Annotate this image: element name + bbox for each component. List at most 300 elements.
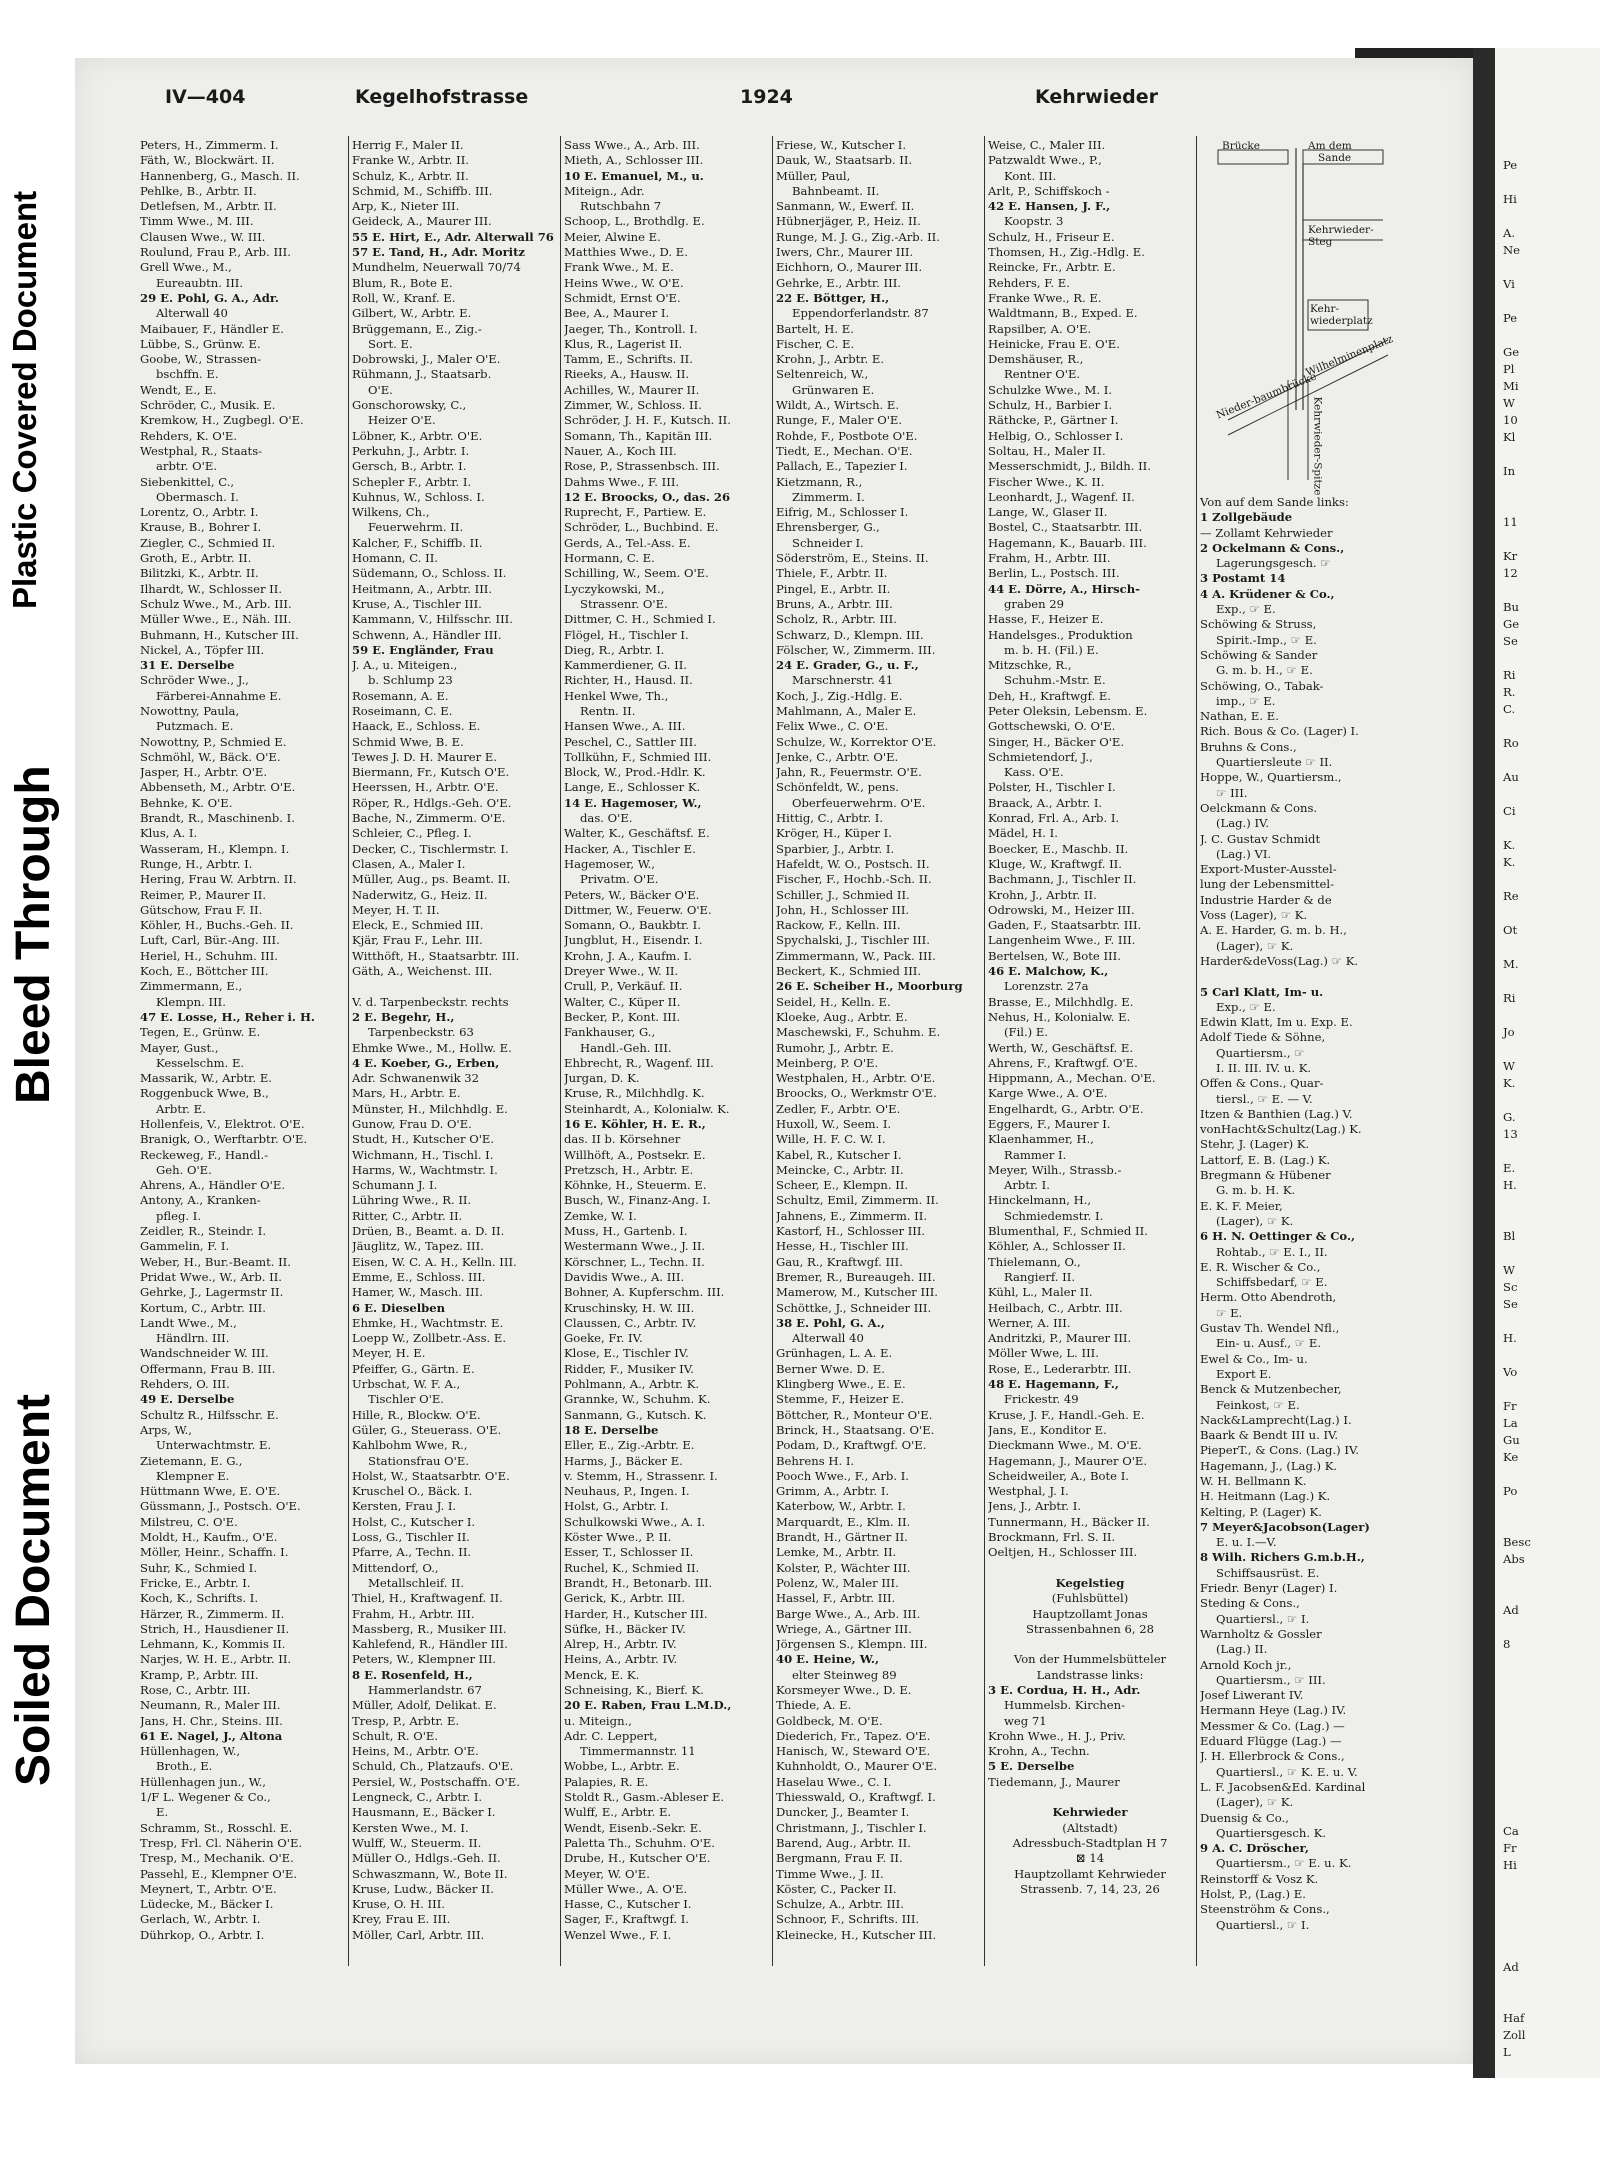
facing-page-fragment: W	[1503, 396, 1515, 410]
directory-entry: Sager, F., Kraftwgf. I.	[564, 1912, 689, 1927]
directory-entry: Schulz Wwe., M., Arb. III.	[140, 596, 292, 611]
directory-entry: Schuld, Ch., Platzaufs. O'E.	[352, 1759, 514, 1774]
directory-entry: E.	[156, 1805, 169, 1820]
directory-entry: Möller, Carl, Arbtr. III.	[352, 1927, 485, 1942]
directory-entry: Kluge, W., Kraftwgf. II.	[988, 856, 1122, 871]
directory-entry: Ein- u. Ausf., ☞ E.	[1216, 1336, 1322, 1351]
directory-entry: W. H. Bellmann K.	[1200, 1474, 1307, 1488]
directory-entry: Pfarre, A., Techn. II.	[352, 1545, 472, 1560]
directory-entry: Krey, Frau E. III.	[352, 1912, 451, 1927]
directory-entry: Brandt, R., Maschinenb. I.	[140, 811, 295, 826]
directory-entry: Nowottny, P., Schmied E.	[140, 734, 287, 749]
directory-entry: Kuhnus, W., Schloss. I.	[352, 489, 485, 504]
facing-page-fragment: Ro	[1503, 736, 1519, 750]
directory-entry: Duensig & Co.,	[1200, 1810, 1289, 1825]
directory-entry: Brinck, H., Staatsang. O'E.	[776, 1422, 935, 1437]
directory-entry: 2 E. Begehr, H.,	[352, 1009, 455, 1024]
directory-entry: Krause, B., Bohrer I.	[140, 520, 262, 535]
directory-entry: ☞ E.	[1216, 1305, 1243, 1320]
directory-entry: Eleck, E., Schmied III.	[352, 918, 484, 933]
directory-entry: 9 A. C. Dröscher,	[1200, 1841, 1309, 1856]
directory-entry: Alterwall 40	[792, 1331, 864, 1346]
facing-page-fragment: Bu	[1503, 600, 1519, 614]
directory-entry: Wenzel Wwe., F. I.	[564, 1927, 672, 1942]
directory-entry: Rieeks, A., Hausw. II.	[564, 367, 690, 382]
directory-entry: Fischer Wwe., K. II.	[988, 474, 1105, 489]
directory-entry: 1/F L. Wegener & Co.,	[140, 1790, 271, 1805]
facing-page-fragment	[1495, 1688, 1507, 1703]
facing-page-fragment	[1495, 940, 1507, 955]
directory-entry: Räthcke, P., Gärtner I.	[988, 413, 1119, 428]
directory-entry: Schulz, H., Barbier I.	[988, 398, 1113, 413]
facing-page-fragment	[1495, 872, 1507, 887]
directory-entry: Tiedt, E., Mechan. O'E.	[776, 443, 913, 458]
directory-entry: Pallach, E., Tapezier I.	[776, 459, 908, 474]
facing-page-fragment: 11	[1503, 515, 1518, 529]
directory-entry: J. A., u. Miteigen.,	[352, 658, 458, 673]
directory-entry: Jans, E., Konditor E.	[988, 1422, 1107, 1437]
directory-column-4	[776, 138, 980, 1943]
directory-entry: Kruschel O., Bäck. I.	[352, 1484, 473, 1499]
directory-entry: arbtr. O'E.	[156, 459, 218, 474]
directory-entry: G. m. b. H. K.	[1216, 1183, 1296, 1198]
directory-entry: Hippmann, A., Mechan. O'E.	[988, 1071, 1156, 1086]
directory-entry: Kersten, Frau J. I.	[352, 1499, 457, 1514]
facing-page-fragment	[1495, 481, 1507, 496]
directory-entry: Feuerwehrm. II.	[368, 520, 464, 535]
directory-entry: Schiffsausrüst. E.	[1216, 1565, 1320, 1580]
directory-entry: Homann, C. II.	[352, 551, 438, 566]
directory-entry: Export-Muster-Ausstel-	[1200, 862, 1337, 877]
directory-entry: H. Heitmann (Lag.) K.	[1200, 1489, 1331, 1504]
directory-entry: Röper, R., Hdlgs.-Geh. O'E.	[352, 795, 512, 810]
bleed-through-label: Bleed Through	[7, 765, 60, 1105]
directory-entry: Lühring Wwe., R. II.	[352, 1193, 472, 1208]
directory-entry: Quartiersm., ☞	[1216, 1045, 1305, 1060]
facing-page-fragment	[1495, 1943, 1507, 1958]
directory-entry: Meier, Alwine E.	[564, 229, 661, 244]
directory-entry: Arlt, P., Schiffskoch -	[988, 183, 1110, 198]
directory-entry: tiersl., ☞ E. — V.	[1216, 1091, 1313, 1106]
page-gutter	[1473, 48, 1495, 2078]
kehrwieder-listing	[1200, 495, 1410, 1933]
directory-entry: Hausmann, E., Bäcker I.	[352, 1805, 496, 1820]
directory-entry: Lange, E., Schlosser K.	[564, 780, 701, 795]
directory-entry: 38 E. Pohl, G. A.,	[776, 1315, 885, 1330]
facing-page-fragment: Vi	[1503, 277, 1515, 291]
directory-entry: Reimer, P., Maurer II.	[140, 887, 267, 902]
directory-entry: Müller O., Hdlgs.-Geh. II.	[352, 1851, 501, 1866]
directory-entry: Meyer, W. O'E.	[564, 1866, 650, 1881]
directory-entry: Metallschleif. II.	[368, 1575, 464, 1590]
directory-entry: Eichhorn, O., Maurer III.	[776, 260, 923, 275]
directory-entry: Clasen, A., Maler I.	[352, 856, 466, 871]
directory-entry: Adolf Tiede & Söhne,	[1200, 1030, 1326, 1045]
directory-entry: Hagemann, J., Maurer O'E.	[988, 1453, 1148, 1468]
facing-page-fragment	[1495, 1467, 1507, 1482]
directory-entry: Busch, W., Finanz-Ang. I.	[564, 1193, 711, 1208]
directory-entry: Jahnens, E., Zimmerm. II.	[776, 1208, 928, 1223]
directory-entry: Goldbeck, M. O'E.	[776, 1713, 883, 1728]
directory-entry	[1200, 969, 1410, 984]
directory-entry: Diederich, Fr., Tapez. O'E.	[776, 1728, 931, 1743]
directory-entry: Witthöft, H., Staatsarbtr. III.	[352, 948, 520, 963]
directory-entry: Korsmeyer Wwe., D. E.	[776, 1682, 912, 1697]
directory-entry: Körschner, L., Techn. II.	[564, 1254, 705, 1269]
directory-entry: Haselau Wwe., C. I.	[776, 1774, 892, 1789]
map-label-wilhelminenplatz: Wilhelminenplatz	[1304, 333, 1395, 379]
directory-entry: Esser, T., Schlosser II.	[564, 1545, 694, 1560]
directory-entry: Tresp, Frl. Cl. Näherin O'E.	[140, 1835, 303, 1850]
directory-entry: Kruschinsky, H. W. III.	[564, 1300, 695, 1315]
facing-page-fragment: Po	[1503, 1484, 1518, 1498]
directory-entry: Güssmann, J., Postsch. O'E.	[140, 1499, 301, 1514]
directory-entry: Schultz R., Hilfsschr. E.	[140, 1407, 279, 1422]
directory-entry: Köster Wwe., P. II.	[564, 1530, 672, 1545]
facing-page-fragment: Ge	[1503, 617, 1520, 631]
directory-entry: Schulze, W., Korrektor O'E.	[776, 734, 937, 749]
directory-entry: Brandt, H., Gärtner II.	[776, 1530, 908, 1545]
directory-entry: Kahlbohm Wwe, R.,	[352, 1438, 468, 1453]
directory-entry: Wille, H. F. C. W. I.	[776, 1132, 886, 1147]
directory-entry: Karge Wwe., A. O'E.	[988, 1086, 1108, 1101]
directory-entry: Schumann J. I.	[352, 1178, 438, 1193]
directory-entry: imp., ☞ E.	[1216, 693, 1276, 708]
directory-entry: Dittmer, W., Feuerw. O'E.	[564, 902, 712, 917]
facing-page-fragment: K.	[1503, 1076, 1516, 1090]
facing-page-fragment	[1495, 1926, 1507, 1941]
directory-entry: Nehus, H., Kolonialw. E.	[988, 1009, 1131, 1024]
directory-entry: Christmann, J., Tischler I.	[776, 1820, 927, 1835]
directory-entry: Eduard Flügge (Lag.) —	[1200, 1734, 1342, 1749]
facing-page-fragment: Hi	[1503, 1858, 1517, 1872]
directory-entry: Messerschmidt, J., Bildh. II.	[988, 459, 1151, 474]
directory-entry: (Lager), ☞ K.	[1216, 1213, 1294, 1228]
directory-entry: Wildt, A., Wirtsch. E.	[776, 398, 900, 413]
directory-entry: Münster, H., Milchhdlg. E.	[352, 1101, 508, 1116]
facing-page-fragment	[1495, 1195, 1507, 1210]
directory-entry: Loepp W., Zollbetr.-Ass. E.	[352, 1331, 507, 1346]
directory-entry: das. II b. Körsehner	[564, 1132, 681, 1147]
directory-entry: Holst, G., Arbtr. I.	[564, 1499, 669, 1514]
directory-entry: Lattorf, E. B. (Lag.) K.	[1200, 1152, 1331, 1167]
directory-entry: Pretzsch, H., Arbtr. E.	[564, 1162, 694, 1177]
directory-entry: Loss, G., Tischler II.	[352, 1530, 470, 1545]
directory-entry: Koch, J., Zig.-Hdlg. E.	[776, 688, 903, 703]
directory-entry: Klaenhammer, H.,	[988, 1132, 1094, 1147]
directory-entry: 8 Wilh. Richers G.m.b.H.,	[1200, 1550, 1365, 1565]
directory-entry: Dittmer, C. H., Schmied I.	[564, 612, 716, 627]
directory-entry: Gersch, B., Arbtr. I.	[352, 459, 467, 474]
facing-page-fragment: Sc	[1503, 1280, 1518, 1294]
directory-entry: Brockmann, Frl. S. II.	[988, 1530, 1116, 1545]
directory-entry: Frahm, H., Arbtr. III.	[988, 551, 1111, 566]
directory-entry: Händlrn. III.	[156, 1331, 230, 1346]
directory-entry	[352, 979, 556, 994]
directory-entry: Hoppe, W., Quartiersm.,	[1200, 770, 1342, 785]
directory-entry: weg 71	[1004, 1713, 1047, 1728]
directory-entry: Gustav Th. Wendel Nfl.,	[1200, 1321, 1340, 1336]
directory-entry: Suhr, K., Schmied I.	[140, 1560, 258, 1575]
directory-entry: Frank Wwe., M. E.	[564, 260, 674, 275]
directory-entry: Schmid, M., Schiffb. III.	[352, 183, 493, 198]
directory-entry: Harms, J., Bäcker E.	[564, 1453, 683, 1468]
directory-entry: Clausen Wwe., W. III.	[140, 229, 266, 244]
directory-entry: Bergmann, Frau F. II.	[776, 1851, 903, 1866]
map-label-kehrwiederplatz: Kehr-wiederplatz	[1310, 303, 1373, 327]
directory-entry: Behnke, K. O'E.	[140, 795, 233, 810]
directory-entry: Flögel, H., Tischler I.	[564, 627, 689, 642]
directory-entry: 40 E. Heine, W.,	[776, 1652, 879, 1667]
directory-entry: Lorenzstr. 27a	[1004, 979, 1089, 994]
directory-entry: Zimmermann, W., Pack. III.	[776, 948, 936, 963]
directory-entry: (Lager), ☞ K.	[1216, 1795, 1294, 1810]
directory-entry: Kruse, J. F., Handl.-Geh. E.	[988, 1407, 1145, 1422]
directory-entry: Strassenr. O'E.	[580, 596, 668, 611]
facing-page-fragment: Abs	[1503, 1552, 1525, 1566]
directory-entry: Müller, Adolf, Delikat. E.	[352, 1698, 497, 1713]
directory-entry: Schröder, J. H. F., Kutsch. II.	[564, 413, 731, 428]
directory-entry: Kehrwieder	[1052, 1805, 1128, 1820]
directory-entry: Tewes J. D. H. Maurer E.	[352, 749, 497, 764]
directory-entry: Schneising, K., Bierf. K.	[564, 1682, 704, 1697]
directory-entry: 6 H. N. Oettinger & Co.,	[1200, 1229, 1356, 1244]
directory-entry: elter Steinweg 89	[792, 1667, 897, 1682]
directory-entry: Persiel, W., Postschaffn. O'E.	[352, 1774, 520, 1789]
directory-entry: Zemke, W. I.	[564, 1208, 637, 1223]
directory-entry: Jaeger, Th., Kontroll. I.	[564, 321, 698, 336]
facing-page-fragment: Re	[1503, 889, 1519, 903]
facing-page-fragment	[1495, 1501, 1507, 1516]
directory-entry: Kruse, O. H. III.	[352, 1897, 445, 1912]
directory-entry: Kremkow, H., Zugbegl. O'E.	[140, 413, 304, 428]
directory-entry: Tollkühn, F., Schmied III.	[564, 749, 712, 764]
directory-entry: Hering, Frau W. Arbtrn. II.	[140, 872, 297, 887]
directory-entry: Haack, E., Schloss. E.	[352, 719, 481, 734]
facing-page	[1495, 48, 1600, 2078]
map-label-bruecke: Brücke	[1222, 140, 1260, 152]
directory-entry: Rohde, F., Postbote O'E.	[776, 428, 918, 443]
directory-entry: Krohn, J., Arbtr. II.	[988, 887, 1097, 902]
directory-entry: Schoop, L., Brothdlg. E.	[564, 214, 705, 229]
directory-entry: Industrie Harder & de	[1200, 892, 1332, 907]
directory-entry: Obermasch. I.	[156, 489, 239, 504]
directory-entry: E. K. F. Meier,	[1200, 1198, 1283, 1213]
directory-entry: Gerlach, W., Arbtr. I.	[140, 1912, 261, 1927]
directory-entry: Brandt, H., Betonarb. III.	[564, 1575, 713, 1590]
directory-entry: Süfke, H., Bäcker IV.	[564, 1621, 686, 1636]
directory-entry: Alrep, H., Arbtr. IV.	[564, 1637, 677, 1652]
directory-entry: Meyer, H. E.	[352, 1346, 426, 1361]
directory-entry: Meyer, H. T. II.	[352, 902, 440, 917]
directory-entry: Menck, E. K.	[564, 1667, 640, 1682]
facing-page-fragment: 13	[1503, 1127, 1518, 1141]
directory-entry: Eggers, F., Maurer I.	[988, 1117, 1111, 1131]
directory-entry: Heins Wwe., W. O'E.	[564, 275, 684, 290]
facing-page-fragment	[1495, 1994, 1507, 2009]
column-divider	[560, 136, 561, 1966]
facing-page-fragment: Jo	[1503, 1025, 1515, 1039]
directory-entry: 26 E. Scheiber H., Moorburg	[776, 979, 963, 994]
directory-entry: Runge, M. J. G., Zig.-Arb. II.	[776, 229, 940, 244]
directory-entry: Drüen, B., Beamt. a. D. II.	[352, 1224, 505, 1239]
page-number: IV—404	[165, 86, 246, 108]
directory-entry: Peters, W., Klempner III.	[352, 1652, 497, 1667]
directory-entry: Köhler, A., Schlosser II.	[988, 1239, 1126, 1254]
directory-entry: Färberei-Annahme E.	[156, 688, 282, 703]
directory-entry: Bachmann, J., Tischler II.	[988, 872, 1137, 887]
directory-entry: Groth, E., Arbtr. II.	[140, 551, 252, 566]
directory-entry: Rackow, F., Kelln. III.	[776, 918, 901, 933]
directory-entry: Sass Wwe., A., Arb. III.	[564, 138, 700, 152]
facing-page-fragment	[1495, 1807, 1507, 1822]
facing-page-fragment: G.	[1503, 1110, 1516, 1124]
directory-entry: Kahlefend, R., Händler III.	[352, 1637, 508, 1652]
directory-entry: Privatm. O'E.	[580, 872, 659, 887]
directory-entry: 8 E. Rosenfeld, H.,	[352, 1667, 473, 1682]
facing-page-fragment: W	[1503, 1263, 1515, 1277]
directory-entry: bschffn. E.	[156, 367, 219, 382]
directory-entry: Wobbe, L., Arbtr. E.	[564, 1759, 680, 1774]
directory-entry: Tresp, P., Arbtr. E.	[352, 1713, 460, 1728]
directory-column-2	[352, 138, 556, 1943]
directory-entry: L. F. Jacobsen&Ed. Kardinal	[1200, 1779, 1366, 1794]
directory-entry: Gehrke, J., Lagermstr II.	[140, 1285, 284, 1300]
directory-entry: Klempn. III.	[156, 994, 226, 1009]
directory-entry: Goeke, Fr. IV.	[564, 1331, 643, 1346]
facing-page-fragment: La	[1503, 1416, 1518, 1430]
directory-entry: Kruse, A., Tischler III.	[352, 596, 482, 611]
directory-entry: Möller, Heinr., Schaffn. I.	[140, 1545, 289, 1560]
directory-entry: Rehders, K. O'E.	[140, 428, 238, 443]
directory-entry: Roll, W., Kranf. E.	[352, 290, 456, 305]
directory-entry: Mamerow, M., Kutscher III.	[776, 1285, 938, 1300]
directory-entry: PieperT., & Cons. (Lag.) IV.	[1200, 1443, 1359, 1458]
directory-entry: 42 E. Hansen, J. F.,	[988, 199, 1111, 214]
directory-entry: Maschewski, F., Schuhm. E.	[776, 1025, 941, 1040]
directory-entry: Biermann, Fr., Kutsch O'E.	[352, 765, 510, 780]
directory-entry: Rühmann, J., Staatsarb.	[352, 367, 492, 382]
directory-entry: Kegelstieg	[1055, 1575, 1125, 1590]
directory-entry: Hacker, A., Tischler E.	[564, 841, 696, 856]
directory-entry: Westphal, J. I.	[988, 1484, 1069, 1499]
directory-entry: Pingel, E., Arbtr. II.	[776, 581, 891, 596]
directory-entry: Eppendorferlandstr. 87	[792, 306, 929, 321]
directory-entry: m. b. H. (Fil.) E.	[1004, 642, 1099, 657]
directory-entry: Bartelt, H. E.	[776, 321, 854, 336]
directory-entry: u. Miteign.,	[564, 1713, 632, 1728]
facing-page-fragment: 12	[1503, 566, 1518, 580]
facing-page-fragment: R.	[1503, 685, 1516, 699]
facing-page-fragment: Besc	[1503, 1535, 1531, 1549]
directory-entry: Adr. C. Leppert,	[564, 1728, 658, 1743]
directory-entry: Polenz, W., Maler III.	[776, 1575, 899, 1590]
directory-entry: Ehbrecht, R., Wagenf. III.	[564, 1055, 714, 1070]
directory-entry: Zimmer, W., Schloss. II.	[564, 398, 702, 413]
facing-page-fragment	[1495, 1382, 1507, 1397]
directory-entry: 12 E. Broocks, O., das. 26	[564, 489, 731, 504]
facing-page-fragment	[1495, 260, 1507, 275]
directory-entry: Adr. Schwanenwik 32	[352, 1071, 480, 1086]
facing-page-fragment	[1495, 1246, 1507, 1261]
directory-entry: Timmermannstr. 11	[580, 1744, 696, 1759]
directory-entry: Eisen, W. C. A. H., Kelln. III.	[352, 1254, 517, 1269]
directory-entry: Huxoll, W., Seem. I.	[776, 1117, 892, 1131]
directory-entry: Heilbach, C., Arbtr. III.	[988, 1300, 1123, 1315]
directory-entry: Leonhardt, J., Wagenf. II.	[988, 489, 1135, 504]
directory-entry: Block, W., Prod.-Hdlr. K.	[564, 765, 706, 780]
directory-entry: Hagemann, K., Bauarb. III.	[988, 535, 1147, 550]
directory-entry: Henkel Wwe, Th.,	[564, 688, 669, 703]
facing-page-fragment: L	[1503, 2045, 1511, 2059]
directory-entry: Exp., ☞ E.	[1216, 602, 1276, 617]
facing-page-fragment: 8	[1503, 1637, 1511, 1651]
directory-entry: Kesselschm. E.	[156, 1055, 245, 1070]
directory-entry: Zeidler, R., Steindr. I.	[140, 1224, 267, 1239]
facing-page-fragment	[1495, 906, 1507, 921]
facing-page-fragment: Se	[1503, 1297, 1518, 1311]
directory-entry: Tamm, E., Schrifts. II.	[564, 352, 693, 367]
directory-entry: Koch, K., Schrifts. I.	[140, 1591, 259, 1606]
directory-entry: Runge, F., Maler O'E.	[776, 413, 903, 428]
plastic-covered-label: Plastic Covered Document	[6, 190, 43, 610]
directory-entry: Handelsges., Produktion	[988, 627, 1133, 642]
directory-entry: Kleinecke, H., Kutscher III.	[776, 1927, 937, 1942]
directory-entry: Friedr. Benyr (Lager) I.	[1200, 1581, 1338, 1596]
directory-entry: Schiffsbedarf, ☞ E.	[1216, 1275, 1328, 1290]
directory-entry: Demshäuser, R.,	[988, 352, 1084, 367]
map-label-am-dom: Am dem	[1308, 140, 1352, 152]
column-divider	[1196, 136, 1197, 1966]
facing-page-fragment	[1495, 1756, 1507, 1771]
directory-entry: Hannenberg, G., Masch. II.	[140, 168, 300, 183]
directory-entry: Schuhm.-Mstr. E.	[1004, 673, 1106, 688]
directory-entry: Oeltjen, H., Schlosser III.	[988, 1545, 1138, 1560]
directory-entry: Lemke, M., Arbtr. II.	[776, 1545, 897, 1560]
directory-entry: Herm. Otto Abendroth,	[1200, 1290, 1337, 1305]
directory-entry: Hanisch, W., Steward O'E.	[776, 1744, 931, 1759]
directory-entry: Behrens H. I.	[776, 1453, 855, 1468]
directory-entry: Brasse, E., Milchhdlg. E.	[988, 994, 1134, 1009]
directory-entry: Lorentz, O., Arbtr. I.	[140, 505, 259, 520]
directory-entry: E. R. Wischer & Co.,	[1200, 1259, 1321, 1274]
facing-page-fragment: Ci	[1503, 804, 1516, 818]
directory-entry: Holst, W., Staatsarbtr. O'E.	[352, 1468, 510, 1483]
facing-page-fragment: Kl	[1503, 430, 1516, 444]
directory-entry: Wendt, E., E.	[140, 382, 217, 397]
facing-page-fragment	[1495, 1518, 1507, 1533]
directory-entry: Branigk, O., Werftarbtr. O'E.	[140, 1132, 308, 1147]
directory-entry: Claussen, C., Arbtr. IV.	[564, 1315, 697, 1330]
facing-page-fragment	[1495, 447, 1507, 462]
directory-entry: Unterwachtmstr. E.	[156, 1438, 272, 1453]
directory-entry: Buhmann, H., Kutscher III.	[140, 627, 299, 642]
directory-entry: Mundhelm, Neuerwall 70/74	[352, 260, 521, 275]
directory-entry: Blum, R., Bote E.	[352, 275, 453, 290]
directory-entry: 4 A. Krüdener & Co.,	[1200, 586, 1335, 601]
directory-entry: Josef Liwerant IV.	[1200, 1688, 1304, 1703]
directory-entry: Konrad, Frl. A., Arb. I.	[988, 811, 1120, 826]
directory-entry	[988, 1637, 1192, 1652]
facing-page-fragment: Bl	[1503, 1229, 1516, 1243]
directory-entry: Roulund, Frau P., Arb. III.	[140, 245, 291, 260]
directory-entry: 31 E. Derselbe	[140, 658, 235, 673]
directory-entry: Gonschorowsky, C.,	[352, 398, 467, 413]
directory-entry: Löbner, K., Arbtr. O'E.	[352, 428, 483, 443]
directory-entry: Gütschow, Frau F. II.	[140, 902, 263, 917]
directory-entry: Mahlmann, A., Maler E.	[776, 703, 917, 718]
directory-entry: Bilitzki, K., Arbtr. II.	[140, 566, 259, 581]
